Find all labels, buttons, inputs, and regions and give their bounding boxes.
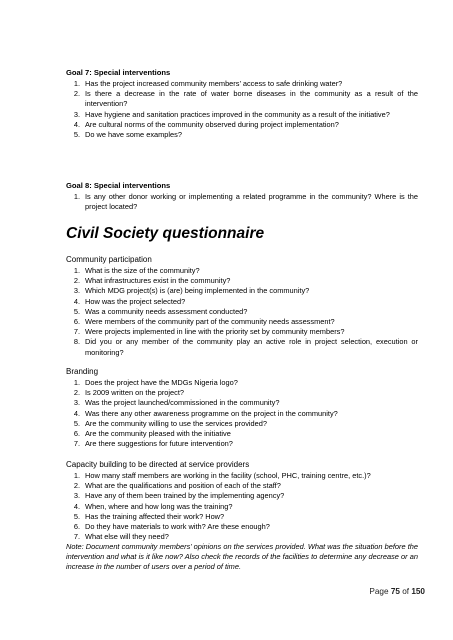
page-total: 150 [411,587,425,596]
list-item-text: Are the community pleased with the initiative [85,429,231,439]
footer-of: of [399,587,412,596]
list-item-text: Is there a decrease in the rate of water borne diseases in the community as a result of the intervention? [85,89,418,109]
list-item-text: What else will they need? [85,532,169,542]
list-item-text: Was there any other awareness programme on the project in the community? [85,408,338,418]
list-item [66,419,418,429]
list-item-number: 2. [73,276,80,286]
list-item [66,388,418,398]
community-list [66,266,418,358]
list-item-number: 1. [73,378,80,387]
list-item [66,79,418,89]
list-item-number: 4. [73,119,80,129]
list-item [66,481,418,491]
list-item [66,307,418,317]
list-item-number: 1. [73,192,80,201]
list-item-number: 7. [73,327,80,337]
list-item-number: 5. [73,511,80,521]
list-item-number: 6. [73,522,80,532]
goal7-heading: Goal 7: Special interventions [66,68,171,77]
list-item-text: Are there suggestions for future intervention? [85,439,233,449]
list-item [66,276,418,286]
list-item-number: 3. [73,109,80,119]
list-item [66,409,418,419]
capacity-heading: Capacity building to be directed at service providers [66,460,250,469]
list-item-number: 6. [73,429,80,439]
list-item-text: Do we have some examples? [85,130,182,140]
list-item-text: Which MDG project(s) is (are) being implemented in the community? [85,286,310,296]
page-footer [369,587,425,596]
list-item [66,327,418,337]
list-item-text: Was the project launched/commissioned in the community? [85,398,280,408]
list-item-text: Is any other donor working or implementing a related programme in the community? Where is the project located? [85,192,418,212]
list-item-number: 5. [73,306,80,316]
list-item [66,89,418,109]
note-paragraph: Note: Document community members’ opinions on the services provided. What was the situation before the intervention and what is it like now? Also check the records of the facilities to determine any decrease or an increase in the number of users over a period of time. [66,542,418,572]
goal7-list [66,79,418,140]
list-item [66,439,418,449]
list-item-number: 4. [73,408,80,418]
list-item-text: Did you or any member of the community play an active role in project selection, execution or monitoring? [85,337,418,357]
list-item [66,398,418,408]
list-item [66,192,418,212]
list-item-text: What infrastructures exist in the community? [85,276,231,286]
list-item-text: Are the community willing to use the services provided? [85,418,267,428]
goal8-heading: Goal 8: Special interventions [66,181,171,190]
list-item-text: Do they have materials to work with? Are these enough? [85,522,270,532]
list-item-number: 5. [73,418,80,428]
list-item [66,266,418,276]
branding-list [66,378,418,449]
list-item [66,532,418,542]
list-item-number: 5. [73,130,80,140]
list-item [66,317,418,327]
list-item-text: Was a community needs assessment conducted? [85,306,248,316]
list-item [66,286,418,296]
list-item [66,120,418,130]
list-item-text: Have hygiene and sanitation practices improved in the community as a result of the initiative? [85,109,390,119]
list-item-text: What is the size of the community? [85,266,200,275]
list-item-text: How many staff members are working in the facility (school, PHC, training centre, etc.)? [85,471,371,480]
list-item [66,337,418,357]
list-item [66,522,418,532]
branding-heading: Branding [66,367,99,376]
list-item [66,471,418,481]
list-item-text: Are cultural norms of the community observed during project implementation? [85,119,339,129]
list-item-number: 6. [73,317,80,327]
list-item-number: 4. [73,501,80,511]
footer-prefix: Page [369,587,391,596]
list-item [66,110,418,120]
list-item-number: 4. [73,296,80,306]
list-item-text: Has the training affected their work? How? [85,511,225,521]
community-heading: Community participation [66,255,152,264]
list-item-number: 3. [73,491,80,501]
list-item [66,378,418,388]
list-item-text: When, where and how long was the training? [85,501,233,511]
goal8-list [66,192,418,212]
list-item [66,297,418,307]
list-item-number: 2. [73,89,80,99]
list-item-text: What are the qualifications and position of each of the staff? [85,481,281,491]
list-item-text: How was the project selected? [85,296,186,306]
capacity-list [66,471,418,542]
list-item [66,491,418,501]
page-number: 75 [390,587,400,596]
list-item-number: 3. [73,398,80,408]
list-item-text: Has the project increased community members’ access to safe drinking water? [85,79,343,88]
list-item-number: 3. [73,286,80,296]
list-item [66,429,418,439]
list-item-number: 8. [73,337,80,347]
list-item-number: 1. [73,266,80,275]
list-item-number: 7. [73,532,80,542]
list-item-text: Were projects implemented in line with the priority set by community members? [85,327,345,337]
list-item-text: Is 2009 written on the project? [85,388,185,398]
list-item-text: Does the project have the MDGs Nigeria logo? [85,378,238,387]
list-item [66,502,418,512]
list-item [66,512,418,522]
list-item-number: 2. [73,481,80,491]
list-item-number: 2. [73,388,80,398]
list-item-text: Have any of them been trained by the implementing agency? [85,491,285,501]
list-item [66,130,418,140]
list-item-number: 7. [73,439,80,449]
list-item-text: Were members of the community part of the community needs assessment? [85,317,335,327]
list-item-number: 1. [73,471,80,480]
list-item-number: 1. [73,79,80,88]
section-title: Civil Society questionnaire [66,225,265,242]
